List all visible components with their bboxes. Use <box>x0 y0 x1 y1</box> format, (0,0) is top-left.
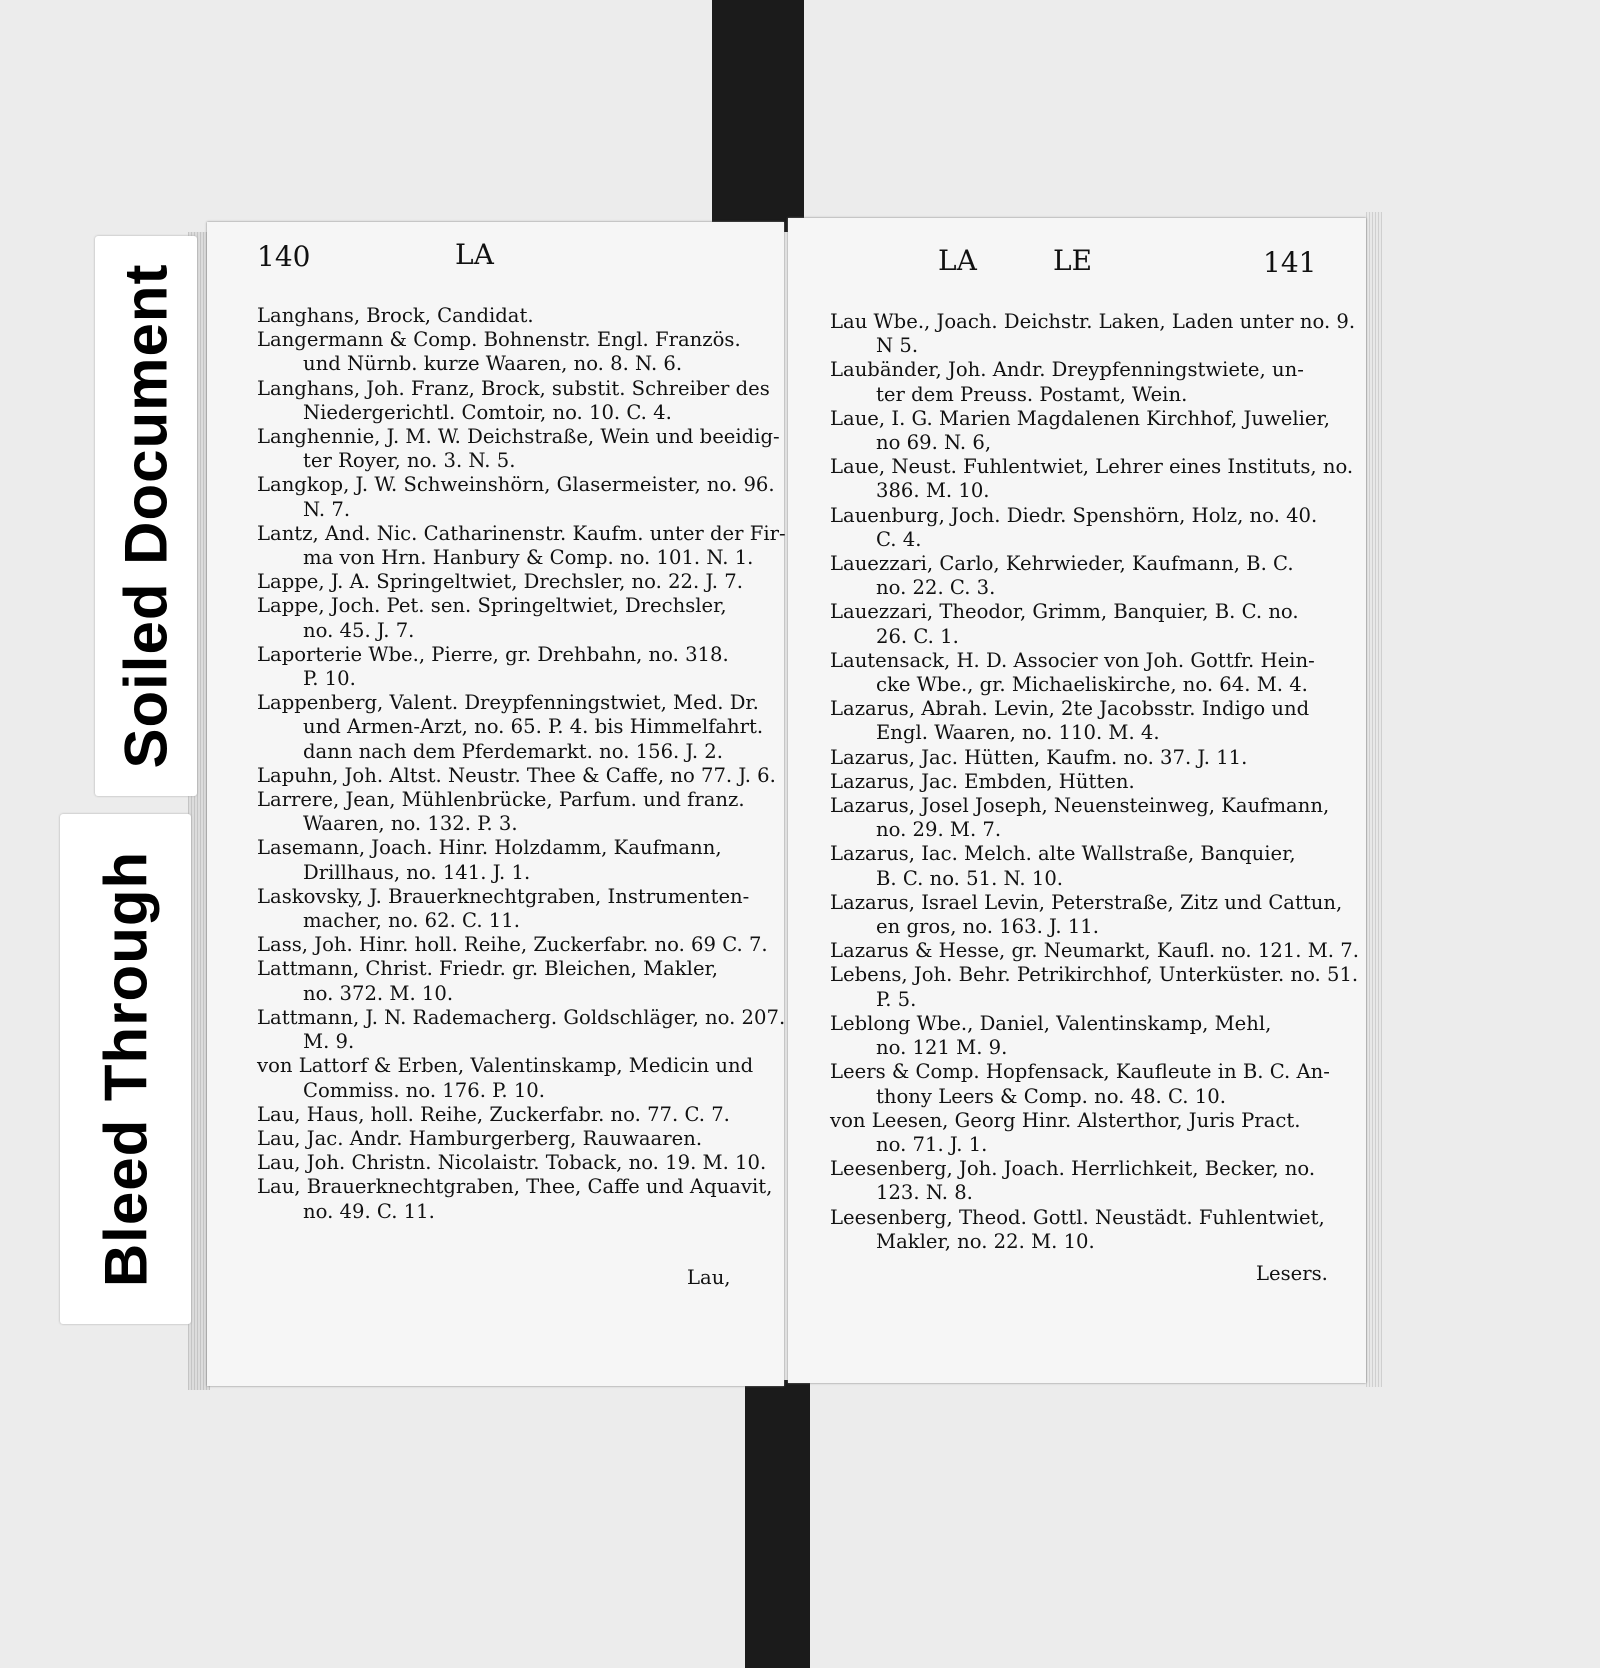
entry-continuation-line: macher, no. 62. C. 11. <box>303 909 520 933</box>
entry-line: Lauenburg, Joch. Diedr. Spenshörn, Holz, no. 40. <box>830 503 1318 527</box>
right-page-header-la: LA <box>938 244 977 277</box>
entry-continuation-line: Makler, no. 22. M. 10. <box>876 1229 1095 1253</box>
entry-line: Langhennie, J. M. W. Deichstraße, Wein und beeidig- <box>257 425 780 449</box>
directory-entry <box>257 1175 772 1223</box>
entry-continuation-line: no. 29. M. 7. <box>876 818 1002 842</box>
entry-line: Leblong Wbe., Daniel, Valentinskamp, Mehl, <box>830 1011 1272 1035</box>
directory-entry <box>257 473 775 521</box>
entry-continuation-line: no. 22. C. 3. <box>876 576 996 600</box>
entry-continuation-line: no 69. N. 6, <box>876 431 992 455</box>
entry-continuation-line: N. 7. <box>303 497 351 521</box>
directory-entry <box>830 697 1350 745</box>
entry-line: Laue, Neust. Fuhlentwiet, Lehrer eines Instituts, no. <box>830 455 1354 479</box>
right-catchword: Lesers. <box>1256 1262 1328 1285</box>
directory-entry <box>257 594 772 642</box>
directory-entry <box>257 425 780 473</box>
entry-continuation-line: Engl. Waaren, no. 110. M. 4. <box>876 721 1160 745</box>
entry-continuation-line: no. 49. C. 11. <box>303 1199 435 1223</box>
right-page-header-le: LE <box>1053 244 1093 277</box>
directory-entry <box>830 1157 1350 1205</box>
left-entries-list <box>257 304 786 1224</box>
entry-line: Lattmann, Christ. Friedr. gr. Bleichen, Makler, <box>257 957 718 981</box>
entry-line: Lass, Joh. Hinr. holl. Reihe, Zuckerfabr. no. 69 C. 7. <box>257 933 768 957</box>
entry-line: von Leesen, Georg Hinr. Alsterthor, Juris Pract. <box>830 1108 1301 1132</box>
entry-continuation-line: thony Leers & Comp. no. 48. C. 10. <box>876 1084 1226 1108</box>
entry-continuation-line: und Armen-Arzt, no. 65. P. 4. bis Himmelfahrt. <box>303 715 764 739</box>
directory-entry <box>830 746 1350 770</box>
entry-line: von Lattorf & Erben, Valentinskamp, Medicin und <box>257 1054 754 1078</box>
entry-line: Laskovsky, J. Brauerknechtgraben, Instrumenten- <box>257 884 750 908</box>
left-page-number: 140 <box>257 240 311 273</box>
directory-entry <box>830 649 1350 697</box>
right-page-number: 141 <box>1263 246 1317 279</box>
entry-line: Lazarus, Josel Joseph, Neuensteinweg, Kaufmann, <box>830 794 1330 818</box>
entry-continuation-line: cke Wbe., gr. Michaeliskirche, no. 64. M. 4. <box>876 673 1308 697</box>
entry-line: Lattmann, J. N. Rademacherg. Goldschläger, no. 207. <box>257 1005 786 1029</box>
directory-entry <box>257 328 772 376</box>
entry-line: Lazarus, Abrah. Levin, 2te Jacobsstr. Indigo und <box>830 697 1310 721</box>
soiled-document-label <box>95 236 197 796</box>
directory-entry <box>830 770 1350 794</box>
entry-continuation-line: no. 71. J. 1. <box>876 1132 988 1156</box>
directory-entry <box>257 1054 772 1102</box>
entry-line: Laporterie Wbe., Pierre, gr. Drehbahn, no. 318. <box>257 642 729 666</box>
directory-entry <box>830 504 1350 552</box>
entry-line: Lapuhn, Joh. Altst. Neustr. Thee & Caffe, no 77. J. 6. <box>257 763 776 787</box>
directory-entry <box>257 788 772 836</box>
directory-entry <box>257 957 772 1005</box>
entry-line: Lau, Haus, holl. Reihe, Zuckerfabr. no. 77. C. 7. <box>257 1102 730 1126</box>
entry-line: Lebens, Joh. Behr. Petrikirchhof, Unterküster. no. 51. <box>830 963 1359 987</box>
entry-line: Lappe, J. A. Springeltwiet, Drechsler, no. 22. J. 7. <box>257 570 743 594</box>
directory-entry <box>257 1005 786 1054</box>
left-page <box>207 222 784 1386</box>
directory-entry <box>257 763 776 788</box>
soiled-document-text: Soiled Document <box>112 263 180 769</box>
book-spine-bottom <box>745 1380 810 1668</box>
entry-line: Lau Wbe., Joach. Deichstr. Laken, Laden unter no. 9. <box>830 310 1356 333</box>
directory-entry <box>830 891 1350 939</box>
entry-continuation-line: 123. N. 8. <box>876 1181 973 1205</box>
entry-line: Laue, I. G. Marien Magdalenen Kirchhof, Juwelier, <box>830 406 1330 430</box>
entry-continuation-line: C. 4. <box>876 527 922 551</box>
directory-entry <box>830 552 1350 600</box>
entry-continuation-line: Commiss. no. 176. P. 10. <box>303 1078 545 1102</box>
entry-line: Langermann & Comp. Bohnenstr. Engl. Französ. <box>257 328 741 352</box>
directory-entry <box>257 521 786 570</box>
entry-line: Langkop, J. W. Schweinshörn, Glasermeister, no. 96. <box>257 473 775 497</box>
entry-line: Langhans, Joh. Franz, Brock, substit. Schreiber des <box>257 376 770 400</box>
directory-entry <box>257 1151 772 1175</box>
page-stack-edge-right <box>1366 212 1382 1387</box>
entry-line: Lazarus, Jac. Embden, Hütten. <box>830 769 1135 793</box>
entry-line: Lazarus, Jac. Hütten, Kaufm. no. 37. J. 11. <box>830 745 1248 769</box>
entry-continuation-line: P. 10. <box>303 667 356 691</box>
entry-line: Lazarus, Iac. Melch. alte Wallstraße, Banquier, <box>830 842 1296 866</box>
entry-continuation-line: N 5. <box>876 334 919 358</box>
entry-line: Lazarus & Hesse, gr. Neumarkt, Kaufl. no. 121. M. 7. <box>830 939 1359 963</box>
directory-entry <box>257 570 772 594</box>
directory-entry <box>830 358 1350 406</box>
entry-line: Leesenberg, Joh. Joach. Herrlichkeit, Becker, no. <box>830 1157 1316 1181</box>
entry-continuation-line: no. 372. M. 10. <box>303 981 454 1005</box>
entry-continuation-line: Niedergerichtl. Comtoir, no. 10. C. 4. <box>303 400 672 424</box>
directory-entry <box>257 1127 772 1151</box>
right-page <box>788 218 1366 1383</box>
entry-line: Lautensack, H. D. Associer von Joh. Gottfr. Hein- <box>830 648 1315 672</box>
entry-continuation-line: no. 121 M. 9. <box>876 1036 1008 1060</box>
directory-entry <box>830 794 1350 842</box>
entry-line: Lauezzari, Theodor, Grimm, Banquier, B. C. no. <box>830 600 1299 624</box>
directory-entry <box>257 933 772 957</box>
directory-entry <box>830 600 1350 648</box>
entry-continuation-line: ter dem Preuss. Postamt, Wein. <box>876 382 1188 406</box>
entry-line: Lazarus, Israel Levin, Peterstraße, Zitz und Cattun, <box>830 890 1343 914</box>
left-catchword: Lau, <box>687 1266 731 1289</box>
entry-continuation-line: M. 9. <box>303 1030 355 1054</box>
entry-line: Langhans, Brock, Candidat. <box>257 304 534 327</box>
directory-entry <box>257 1103 772 1127</box>
directory-entry <box>830 842 1350 890</box>
entry-continuation-line: ma von Hrn. Hanbury & Comp. no. 101. N. 1. <box>303 546 754 570</box>
entry-line: Lauezzari, Carlo, Kehrwieder, Kaufmann, B. C. <box>830 552 1294 576</box>
bleed-through-label <box>60 814 191 1324</box>
bleed-through-text: Bleed Through <box>92 850 159 1288</box>
entry-continuation-line: Drillhaus, no. 141. J. 1. <box>303 860 531 884</box>
entry-continuation-line: dann nach dem Pferdemarkt. no. 156. J. 2. <box>303 739 723 763</box>
directory-entry <box>830 455 1354 503</box>
entry-line: Lappe, Joch. Pet. sen. Springeltwiet, Drechsler, <box>257 594 727 618</box>
entry-continuation-line: en gros, no. 163. J. 11. <box>876 915 1099 939</box>
directory-entry <box>830 963 1359 1011</box>
directory-entry <box>830 1012 1350 1060</box>
directory-entry <box>257 691 772 764</box>
entry-continuation-line: und Nürnb. kurze Waaren, no. 8. N. 6. <box>303 352 683 376</box>
directory-entry <box>830 939 1359 963</box>
directory-entry <box>830 1206 1350 1254</box>
entry-line: Lantz, And. Nic. Catharinenstr. Kaufm. unter der Fir- <box>257 521 786 545</box>
entry-line: Lasemann, Joach. Hinr. Holzdamm, Kaufmann, <box>257 836 722 860</box>
directory-entry <box>257 836 772 884</box>
directory-entry <box>257 885 772 933</box>
directory-entry <box>830 310 1356 358</box>
entry-line: Lau, Jac. Andr. Hamburgerberg, Rauwaaren. <box>257 1126 703 1150</box>
directory-entry <box>830 407 1350 455</box>
entry-line: Lau, Brauerknechtgraben, Thee, Caffe und Aquavit, <box>257 1175 773 1199</box>
entry-continuation-line: 26. C. 1. <box>876 624 959 648</box>
book-spine-top <box>712 0 804 232</box>
entry-line: Larrere, Jean, Mühlenbrücke, Parfum. und franz. <box>257 788 745 812</box>
entry-line: Leesenberg, Theod. Gottl. Neustädt. Fuhlentwiet, <box>830 1205 1325 1229</box>
entry-line: Lappenberg, Valent. Dreypfenningstwiet, Med. Dr. <box>257 691 759 715</box>
entry-continuation-line: B. C. no. 51. N. 10. <box>876 866 1064 890</box>
entry-line: Leers & Comp. Hopfensack, Kaufleute in B. C. An- <box>830 1060 1330 1084</box>
left-page-header: LA <box>455 238 494 271</box>
directory-entry <box>257 643 772 691</box>
directory-entry <box>257 377 772 425</box>
entry-line: Lau, Joh. Christn. Nicolaistr. Toback, no. 19. M. 10. <box>257 1151 767 1175</box>
directory-entry <box>830 1109 1350 1157</box>
entry-continuation-line: P. 5. <box>876 987 917 1011</box>
directory-entry <box>830 1060 1350 1108</box>
right-entries-list <box>830 310 1359 1254</box>
entry-line: Laubänder, Joh. Andr. Dreypfenningstwiete, un- <box>830 358 1304 382</box>
entry-continuation-line: no. 45. J. 7. <box>303 618 415 642</box>
entry-continuation-line: 386. M. 10. <box>876 479 990 503</box>
entry-continuation-line: Waaren, no. 132. P. 3. <box>303 812 518 836</box>
directory-entry <box>257 304 772 328</box>
entry-continuation-line: ter Royer, no. 3. N. 5. <box>303 449 516 473</box>
